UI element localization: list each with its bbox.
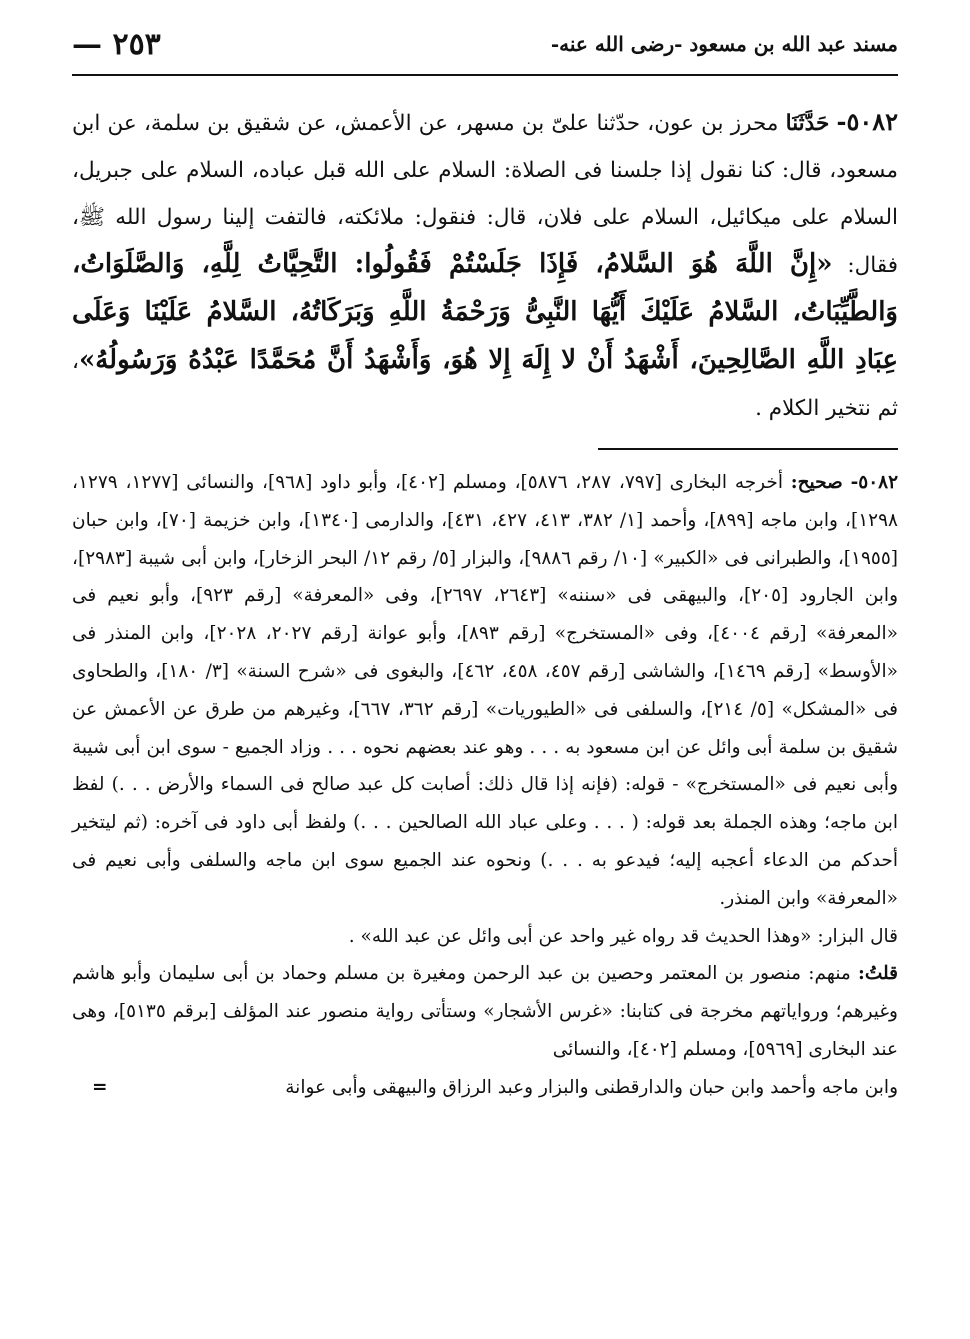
qultu-label: قلتُ: [858, 963, 898, 985]
prophet-words: «إِنَّ اللَّهَ هُوَ السَّلامُ، فَإِذَا جَلَسْتُمْ فَقُولُوا: التَّحِيَّاتُ لِلَّهِ، وَالصَّلَوَاتُ، وَالطَّيِّبَاتُ، السَّلامُ عَلَيْكَ أَيُّهَا النَّبِىُّ وَرَحْمَةُ اللَّهِ وَبَرَكَاتُهُ، السَّلامُ عَلَيْنَا وَعَلَى عِبَادِ اللَّهِ الصَّالِحِينَ، أَشْهَدُ أَنْ لا إِلَهَ إِلا هُوَ، وَأَشْهَدُ أَنَّ مُحَمَّدًا عَبْدُهُ وَرَسُولُهُ» [72, 249, 898, 375]
hadith-text [72, 98, 898, 432]
takhrij-paragraph-2: قال البزار: «وهذا الحديث قد رواه غير واحد عن أبى وائل عن عبد الله» . [348, 925, 898, 947]
header-dash: — [72, 26, 102, 62]
page-number: ٢٥٣ [112, 26, 161, 62]
continuation-mark: = [92, 1076, 108, 1098]
takhrij-last-line [72, 1069, 898, 1107]
takhrij-paragraph-3 [72, 955, 898, 1068]
hadith-isnad: محرز بن عون، حدّثنا علىّ بن مسهر، عن الأعمش، عن شقيق بن سلمة، عن ابن مسعود، قال: كنا نقول إذا جلسنا فى الصلاة: السلام على الله قبل عباده، السلام على جبريل، السلام على ميكائيل، السلام على فلان، قال: فنقول: ملائكته، فالتفت إلينا رسول الله ﷺ، فقال: [72, 111, 898, 278]
header-title: مسند عبد الله بن مسعود -رضى الله عنه- [550, 32, 898, 56]
footnote-separator-wrap [318, 432, 898, 450]
running-header [72, 18, 898, 76]
takhrij-notes [72, 464, 898, 1107]
hadith-grade: صحيح: [790, 472, 843, 493]
footnote-separator [598, 448, 898, 450]
takhrij-paragraph-1 [72, 464, 898, 918]
page-number-block [72, 27, 161, 62]
note-number: ٥٠٨٢- [850, 472, 899, 493]
haddathana-word: حَدَّثَنَا [785, 111, 830, 136]
document-page [72, 18, 898, 1318]
takhrij-text-3: منهم: منصور بن المعتمر وحصين بن عبد الرحمن ومغيرة بن مسلم وحماد بن أبى سليمان وأبو هاشم وغيرهم؛ ورواياتهم مخرجة فى كتابنا: «غرس الأشجار» وستأتى رواية منصور عند المؤلف [برقم ٥١٣٥]، وهى عند البخارى [٥٩٦٩]، ومسلم [٤٠٢]، والنسائى [72, 963, 898, 1060]
hadith-closing: ، ثم نتخير الكلام . [72, 349, 898, 421]
takhrij-text-last: وابن ماجه وأحمد وابن حبان والدارقطنى والبزار وعبد الرزاق والبيهقى وأبى عوانة [285, 1076, 898, 1098]
hadith-number: ٥٠٨٢- [836, 107, 899, 136]
takhrij-text: أخرجه البخارى [٧٩٧، ٢٨٧، ٥٨٧٦]، ومسلم [٤٠٢]، وأبو داود [٩٦٨]، والنسائى [١٢٧٧، ١٢٧٩، ١٢٩٨]، وابن ماجه [٨٩٩]، وأحمد [١/ ٣٨٢، ٤١٣، ٤٢٧، ٤٣١]، والدارمى [١٣٤٠]، وابن خزيمة [٧٠]، وابن حبان [١٩٥٥]، والطبرانى فى «الكبير» [١٠/ رقم ٩٨٨٦]، والبزار [٥/ رقم ١٢/ البحر الزخار]، وابن أبى شيبة [٢٩٨٣]، وابن الجارود [٢٠٥]، والبيهقى فى «سننه» [٢٦٤٣، ٢٦٩٧]، وفى «المعرفة» [رقم ٩٢٣]، وأبو نعيم فى «المعرفة» [رقم ٤٠٠٤]، وفى «المستخرج» [رقم ٨٩٣]، وأبو عوانة [رقم ٢٠٢٧، ٢٠٢٨]، وابن المنذر فى «الأوسط» [رقم ١٤٦٩]، والشاشى [رقم ٤٥٧، ٤٥٨، ٤٦٢]، والبغوى فى «شرح السنة» [٣/ ١٨٠]، والطحاوى فى «المشكل» [٥/ ٢١٤]، والسلفى فى «الطيوريات» [رقم ٣٦٢، ٦٦٧]، وغيرهم من طرق عن الأعمش عن شقيق بن سلمة أبى وائل عن ابن مسعود به . . . وهو عند بعضهم نحوه . . . وزاد الجميع - سوى ابن أبى شيبة وأبى نعيم فى «المستخرج» - قوله: (فإنه إذا قال ذلك: أصابت كل عبد صالح فى السماء والأرض . . .) لفظ ابن ماجه؛ وهذه الجملة بعد قوله: ( . . . وعلى عباد الله الصالحين . . .) ولفظ أبى داود فى آخره: (ثم ليتخير أحدكم من الدعاء أعجبه إليه؛ فيدعو به . . .) ونحوه عند الجميع سوى ابن ماجه والسلفى وأبى نعيم فى «المعرفة» وابن المنذر. [72, 472, 899, 909]
